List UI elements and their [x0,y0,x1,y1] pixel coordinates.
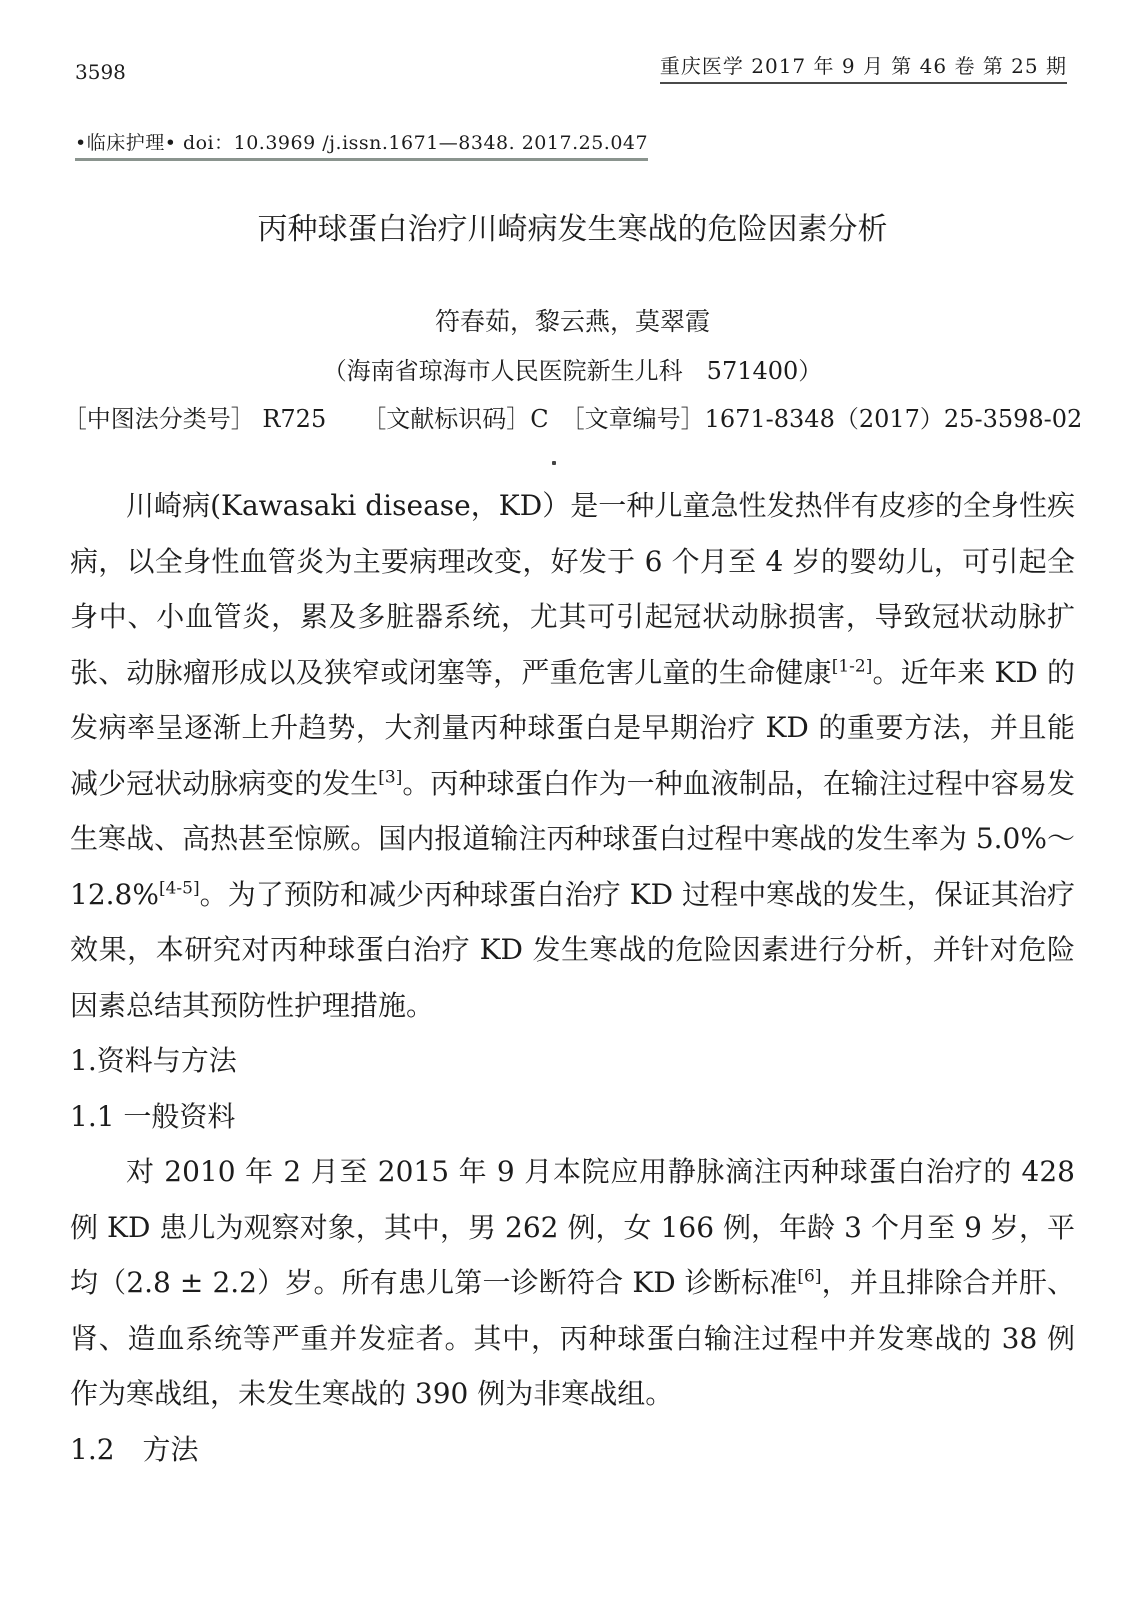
general-data-paragraph [70,1144,1075,1422]
page-header [75,50,1067,84]
text-run: 。丙种球蛋白作为一种血液制品，在输注过程中容易发生寒战、高热甚至惊厥。国内报道输注丙种球蛋白过程中寒战的发生率为 5.0%～12.8% [70,766,1075,911]
section-heading-1-1: 1.1 一般资料 [70,1099,236,1133]
article-title: 丙种球蛋白治疗川崎病发生寒战的危险因素分析 [257,212,888,247]
stray-print-dot [552,461,556,465]
classification-line: ［中图法分类号］ R725 ［文献标识码］C ［文章编号］1671-8348（2017）25-3598-02 [62,405,1083,433]
affiliation-line: （海南省琼海市人民医院新生儿科 571400） [322,357,823,385]
citation-reference: [4-5] [158,878,200,899]
text-run: 川崎病(Kawasaki disease，KD）是一种儿童急性发热伴有皮疹的全身性疾病，以全身性血管炎为主要病理改变，好发于 6 个月至 4 岁的婴幼儿，可引起全身中、小血管炎，累及多脏器系统，尤其可引起冠状动脉损害，导致冠状动脉扩张、动脉瘤形成以及狭窄或闭塞等，严重危害儿童的生命健康 [70,489,1075,689]
text-run: 。为了预防和减少丙种球蛋白治疗 KD 过程中寒战的发生，保证其治疗效果，本研究对丙种球蛋白治疗 KD 发生寒战的危险因素进行分析，并针对危险因素总结其预防性护理措施。 [70,877,1075,1022]
article-body [70,478,1075,1477]
page-number: 3598 [75,60,126,84]
section-heading-1: 1.资料与方法 [70,1044,237,1077]
citation-reference: [6] [797,1266,822,1287]
text-run: 。近年来 KD 的发病率呈逐渐上升趋势，大剂量丙种球蛋白是早期治疗 KD 的重要方法，并且能减少冠状动脉病变的发生 [70,655,1075,800]
text-run: 对 2010 年 2 月至 2015 年 9 月本院应用静脉滴注丙种球蛋白治疗的 428 例 KD 患儿为观察对象，其中，男 262 例，女 166 例，年龄 3 个月至 9 岁，平均（2.8 ± 2.2）岁。所有患儿第一诊断符合 KD 诊断标准 [70,1155,1075,1299]
intro-paragraph [70,478,1075,1033]
authors-line: 符春茹，黎云燕，莫翠霞 [434,307,710,336]
section-heading-1-2: 1.2 方法 [70,1432,199,1466]
column-doi-line: •临床护理• doi：10.3969 /j.issn.1671—8348. 2017.25.047 [75,128,648,161]
citation-reference: [3] [378,767,403,788]
text-run: ，并且排除合并肝、肾、造血系统等严重并发症者。其中，丙种球蛋白输注过程中并发寒战的 38 例作为寒战组，未发生寒战的 390 例为非寒战组。 [70,1266,1075,1410]
citation-reference: [1-2] [831,656,873,677]
journal-issue-header: 重庆医学 2017 年 9 月 第 46 卷 第 25 期 [660,50,1067,84]
